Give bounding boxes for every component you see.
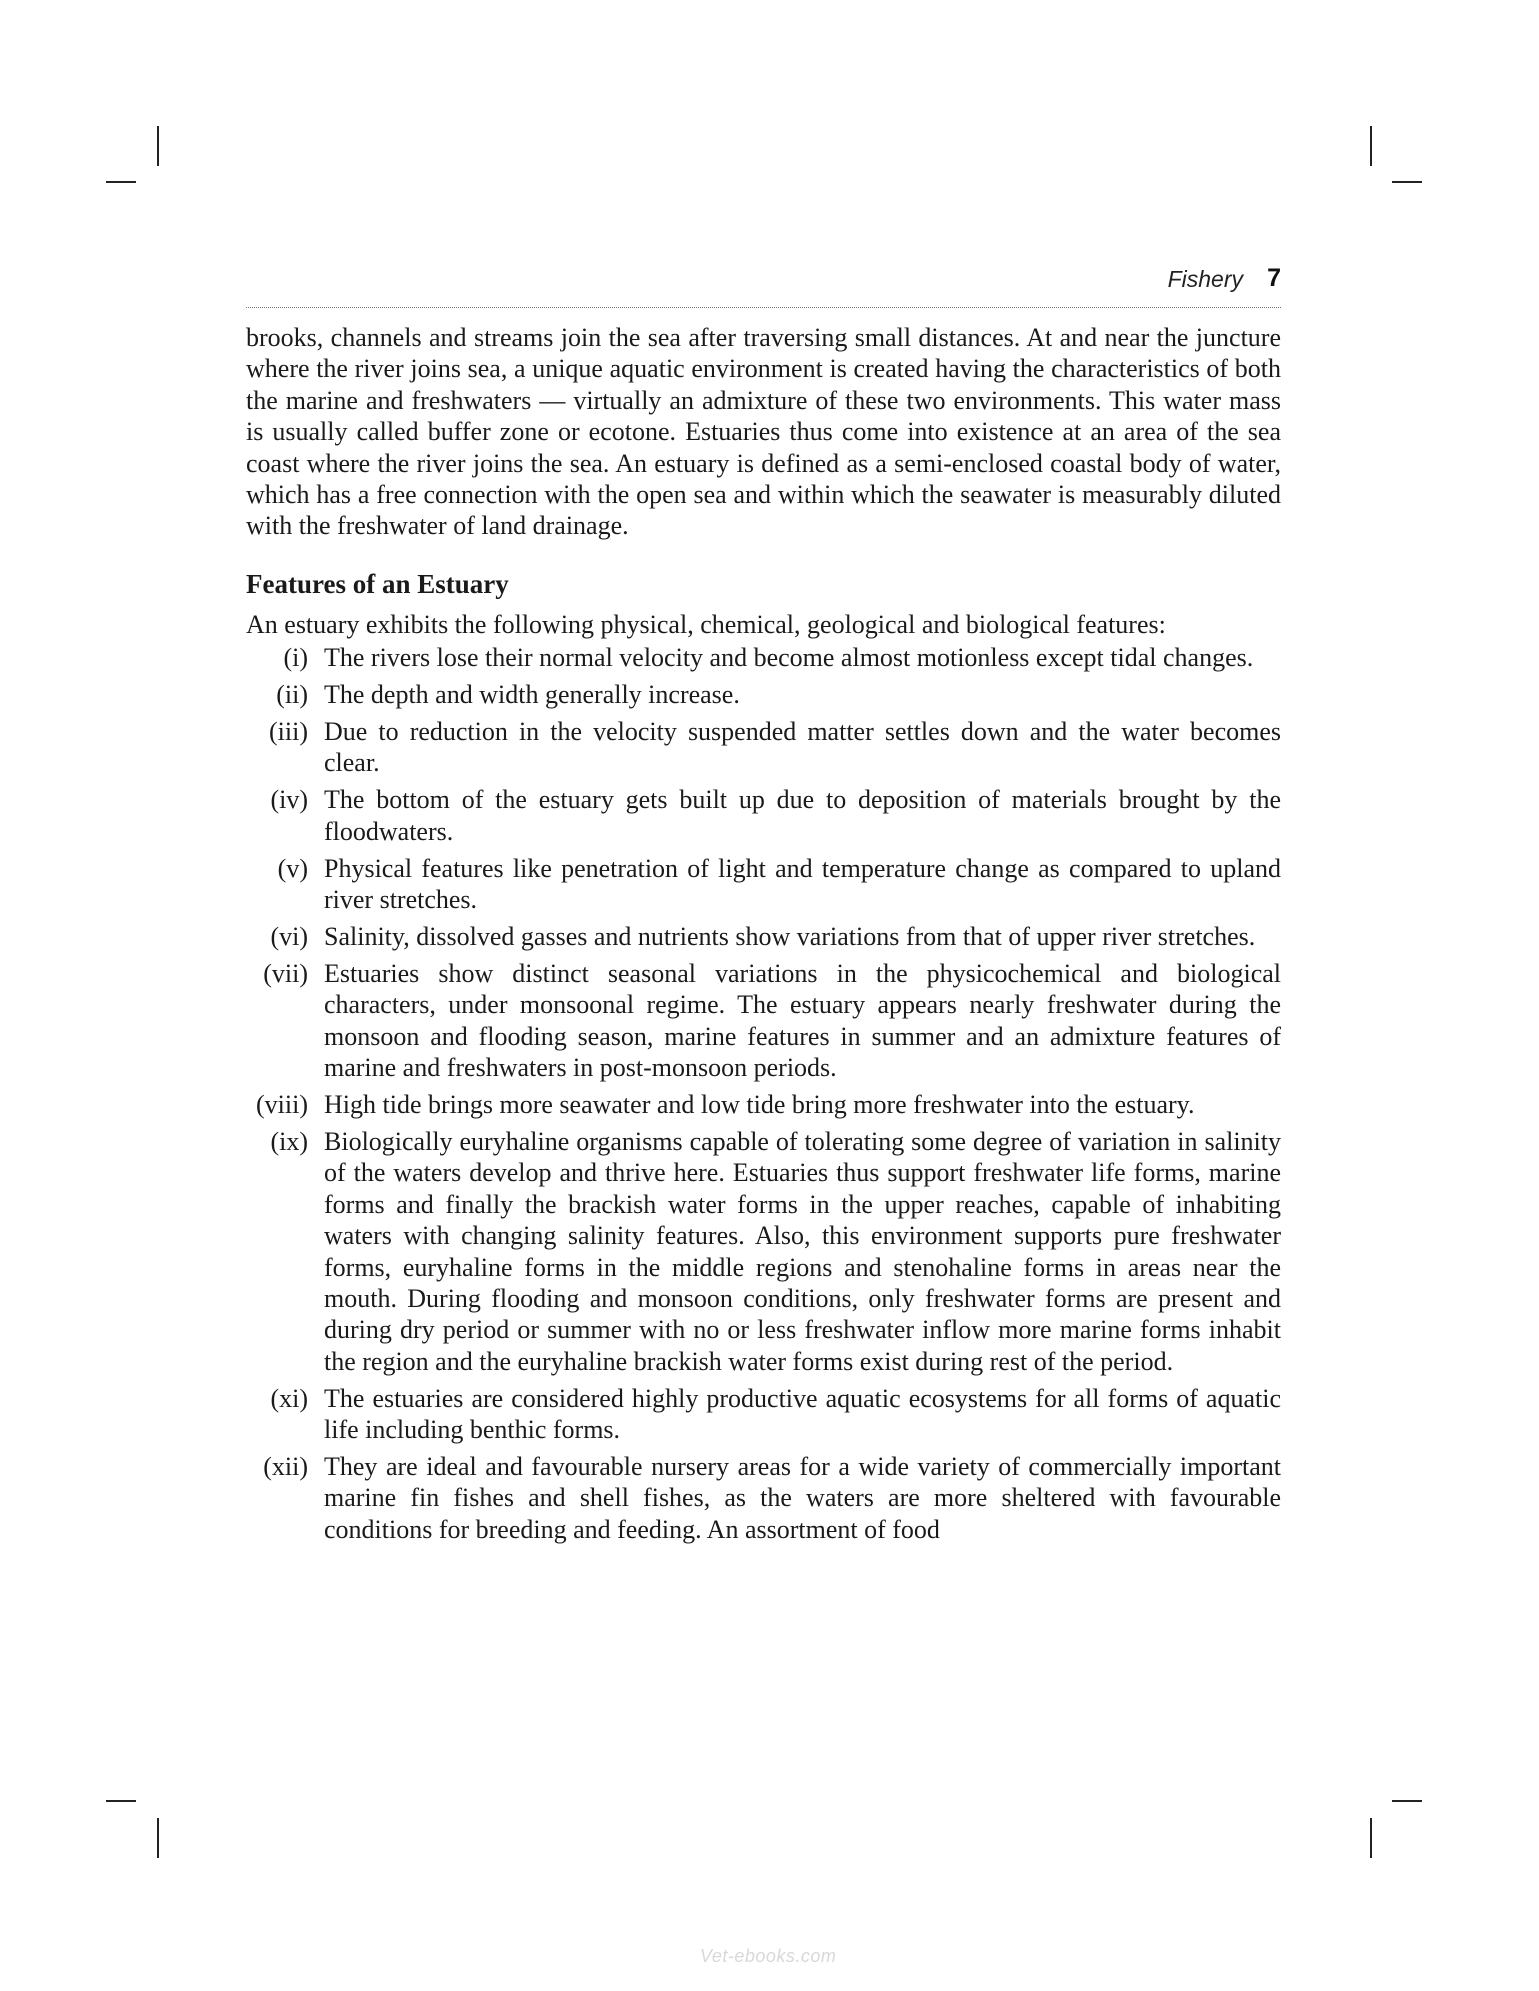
running-title: Fishery <box>1167 266 1243 292</box>
list-marker: (ii) <box>276 680 308 710</box>
list-item <box>246 716 1281 779</box>
list-item-text: The depth and width generally increase. <box>324 680 740 710</box>
list-item-text: They are ideal and favourable nursery areas for a wide variety of commercially important marine fin fishes and shell fishes, as the waters are more sheltered with favourable conditions for breeding and feeding. An assortment of food <box>324 1452 1281 1544</box>
list-marker: (vii) <box>263 958 308 988</box>
list-item <box>246 853 1281 916</box>
list-marker: (iii) <box>269 717 308 747</box>
list-item <box>246 1383 1281 1446</box>
list-item <box>246 921 1281 952</box>
opening-paragraph: brooks, channels and streams join the sea after traversing small distances. At and near the juncture where the river joins sea, a unique aquatic environment is created having the characteristics of both the marine and freshwaters — virtually an admixture of these two environments. This water mass is usually called buffer zone or ecotone. Estuaries thus come into existence at an area of the sea coast where the river joins the sea. An estuary is defined as a semi-enclosed coastal body of water, which has a free connection with the open sea and within which the seawater is measurably diluted with the freshwater of land drainage. <box>246 323 1281 541</box>
crop-mark-bottom-right-horizontal <box>1392 1800 1422 1802</box>
list-item <box>246 642 1281 673</box>
list-marker: (iv) <box>270 785 308 815</box>
list-item-text: Physical features like penetration of light and temperature change as compared to upland river stretches. <box>324 853 1281 915</box>
crop-mark-top-right-horizontal <box>1392 181 1422 183</box>
list-item <box>246 1089 1281 1120</box>
list-item-text: Salinity, dissolved gasses and nutrients show variations from that of upper river stretches. <box>324 922 1256 951</box>
list-marker: (v) <box>277 853 308 883</box>
list-marker: (i) <box>283 643 308 673</box>
list-item <box>246 958 1281 1084</box>
list-item-text: Due to reduction in the velocity suspended matter settles down and the water becomes clear. <box>324 717 1281 778</box>
list-item-text: The bottom of the estuary gets built up due to deposition of materials brought by the floodwaters. <box>324 785 1281 846</box>
list-item <box>246 1126 1281 1377</box>
features-list <box>246 642 1281 1545</box>
list-item <box>246 784 1281 847</box>
crop-mark-top-left-horizontal <box>106 181 136 183</box>
running-header <box>246 262 1281 302</box>
crop-mark-bottom-right-vertical <box>1370 1818 1372 1858</box>
list-item-text: Estuaries show distinct seasonal variations in the physicochemical and biological characters, under monsoonal regime. The estuary appears nearly freshwater during the monsoon and flooding season, marine features in summer and an admixture features of marine and freshwaters in post-monsoon periods. <box>324 958 1281 1083</box>
list-item-text: High tide brings more seawater and low tide bring more freshwater into the estuary. <box>324 1090 1195 1120</box>
crop-mark-bottom-left-horizontal <box>106 1800 136 1802</box>
intro-paragraph: An estuary exhibits the following physical, chemical, geological and biological features: <box>246 609 1166 639</box>
watermark-logo: Vet-ebooks.com <box>700 1946 837 1966</box>
crop-mark-top-right-vertical <box>1370 126 1372 166</box>
list-marker: (xii) <box>263 1452 308 1481</box>
page-body <box>246 322 1281 1551</box>
list-item-text: Biologically euryhaline organisms capable of tolerating some degree of variation in salinity of the waters develop and thrive here. Estuaries thus support freshwater life forms, marine forms and finally the brackish water forms in the upper reaches, capable of inhabiting waters with changing salinity features. Also, this environment supports pure freshwater forms, euryhaline forms in the middle regions and stenohaline forms in areas near the mouth. During flooding and monsoon conditions, only freshwater forms are present and during dry period or summer with no or less freshwater inflow more marine forms inhabit the region and the euryhaline brackish water forms exist during rest of the period. <box>324 1126 1281 1376</box>
list-marker: (ix) <box>270 1126 308 1156</box>
page-number: 7 <box>1267 264 1281 292</box>
crop-mark-bottom-left-vertical <box>157 1818 159 1858</box>
section-heading: Features of an Estuary <box>246 568 509 599</box>
list-item-text: The rivers lose their normal velocity and become almost motionless except tidal changes. <box>324 643 1254 673</box>
list-item <box>246 1451 1281 1545</box>
list-item-text: The estuaries are considered highly productive aquatic ecosystems for all forms of aquatic life including benthic forms. <box>324 1383 1281 1445</box>
list-marker: (xi) <box>270 1383 308 1413</box>
list-item <box>246 679 1281 710</box>
list-marker: (viii) <box>256 1090 308 1120</box>
header-rule <box>246 307 1281 308</box>
crop-mark-top-left-vertical <box>157 126 159 166</box>
list-marker: (vi) <box>270 922 308 951</box>
